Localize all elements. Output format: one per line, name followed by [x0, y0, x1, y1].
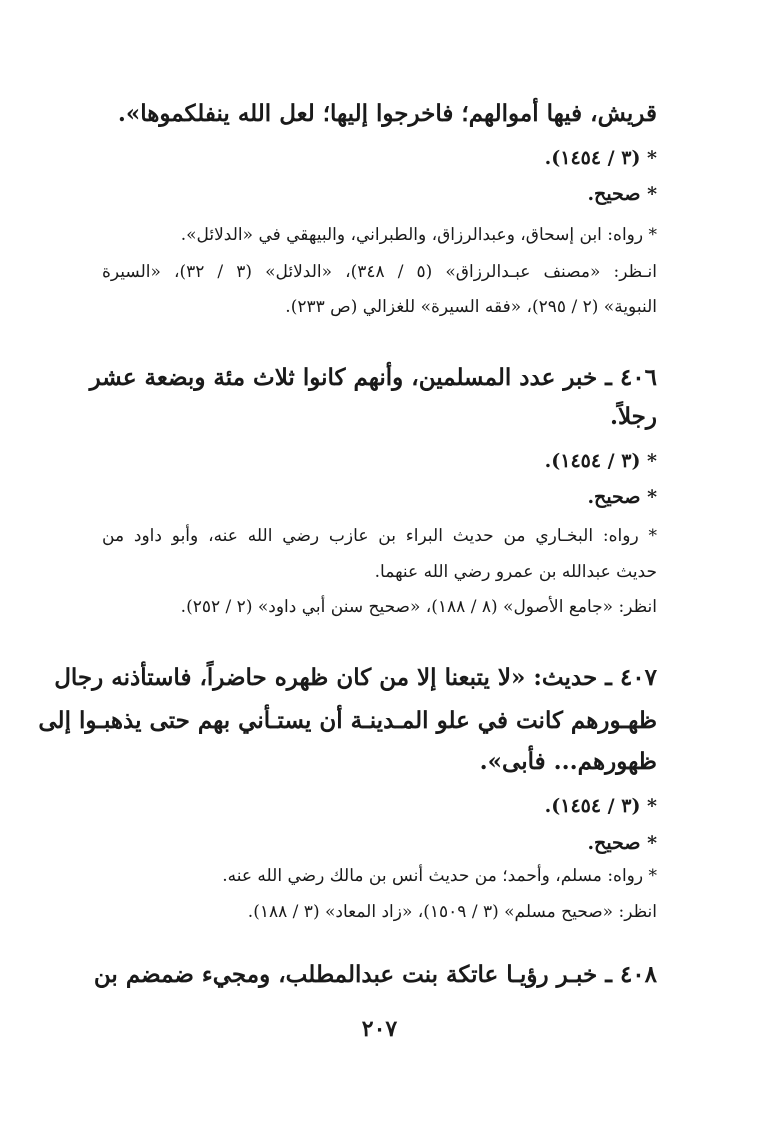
entry-heading: رجلاً. [609, 403, 657, 430]
entry-heading: ٤٠٦ ـ خبر عدد المسلمين، وأنهم كانوا ثلاث مئة وبضعة عشر [89, 364, 657, 391]
entry-heading: ظهـورهم كانت في علو المـدينـة أن يستـأني بهم حتى يذهبـوا إلى [38, 707, 657, 734]
narration-line: * رواه: مسلم، وأحمد؛ من حديث أنس بن مالك رضي الله عنه. [222, 866, 657, 886]
sources-line: النبوية» (٢ / ٢٩٥)، «فقه السيرة» للغزالي (ص ٢٣٣). [285, 297, 657, 317]
narration-line: حديث عبدالله بن عمرو رضي الله عنهما. [374, 562, 657, 582]
text-line: قريش، فيها أموالهم؛ فاخرجوا إليها؛ لعل الله ينفلكموها». [117, 100, 657, 127]
grade-line: * صحيح. [587, 183, 657, 205]
entry-heading: ظهورهم... فأبى». [479, 748, 657, 775]
narration-line: * رواه: ابن إسحاق، وعبدالرزاق، والطبراني، والبيهقي في «الدلائل». [180, 225, 657, 245]
reference-line: * (٣ / ١٤٥٤). [544, 450, 657, 472]
reference-line: * (٣ / ١٤٥٤). [544, 147, 657, 169]
sources-line: انظر: «صحيح مسلم» (٣ / ١٥٠٩)، «زاد المعاد» (٣ / ١٨٨). [247, 902, 657, 922]
entry-heading: ٤٠٧ ـ حديث: «لا يتبعنا إلا من كان ظهره حاضراً، فاستأذنه رجال [54, 664, 657, 691]
grade-line: * صحيح. [587, 486, 657, 508]
page-number: ٢٠٧ [361, 1016, 398, 1042]
grade-line: * صحيح. [587, 832, 657, 854]
narration-line: * رواه: البخـاري من حديث البراء بن عازب رضي الله عنه، وأبو داود من [102, 526, 657, 546]
sources-line: انظر: «جامع الأصول» (٨ / ١٨٨)، «صحيح سنن أبي داود» (٢ / ٢٥٢). [180, 597, 657, 617]
sources-line: انـظر: «مصنف عبـدالرزاق» (٥ / ٣٤٨)، «الدلائل» (٣ / ٣٢)، «السيرة [102, 262, 657, 282]
entry-heading: ٤٠٨ ـ خبـر رؤيـا عاتكة بنت عبدالمطلب، ومجيء ضمضم بن [93, 961, 657, 988]
reference-line: * (٣ / ١٤٥٤). [544, 795, 657, 817]
